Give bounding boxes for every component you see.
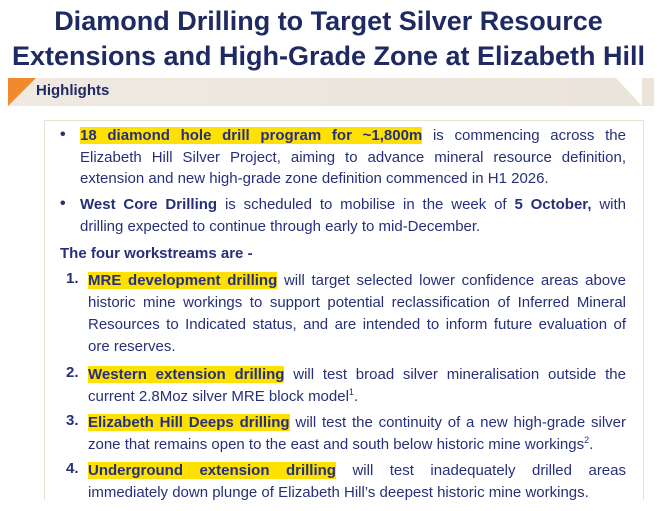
workstream-3-highlight: Elizabeth Hill Deeps drilling bbox=[88, 414, 290, 431]
banner-slant-end bbox=[616, 78, 642, 106]
workstream-1-line-3: Resources to Indicated status, and are intended to inform future evaluation of bbox=[88, 316, 626, 333]
workstream-1-line-4: ore reserves. bbox=[88, 338, 176, 355]
bullet-dot: • bbox=[60, 195, 66, 212]
workstream-4-line-2: immediately down plunge of Elizabeth Hill’s deepest historic mine workings. bbox=[88, 484, 589, 501]
workstream-1-line-2: historic mine workings to support potential reclassification of Inferred Mineral bbox=[88, 294, 626, 311]
workstream-number: 1. bbox=[66, 270, 79, 287]
workstream-1-line-1: MRE development drilling will target selected lower confidence areas above bbox=[88, 272, 626, 289]
workstream-4-line-1: Underground extension drilling will test inadequately drilled areas bbox=[88, 462, 626, 479]
workstream-2-line-1: Western extension drilling will test broad silver mineralisation outside the bbox=[88, 366, 626, 383]
workstream-number: 4. bbox=[66, 460, 79, 477]
bullet-1-line-2: Elizabeth Hill Silver Project, aiming to advance mineral resource definition, bbox=[80, 149, 626, 166]
workstream-2-line-2: current 2.8Moz silver MRE block model$^1$. bbox=[88, 387, 359, 405]
footnote-ref: 1 bbox=[348, 387, 354, 397]
workstream-3-line-2: zone that remains open to the east and south below historic mine workings$^2$. bbox=[88, 435, 594, 453]
bullet-1-highlight: 18 diamond hole drill program for ~1,800m bbox=[80, 127, 423, 144]
workstream-1-highlight: MRE development drilling bbox=[88, 272, 278, 289]
highlights-heading: Highlights bbox=[36, 82, 110, 99]
footnote-ref: 2 bbox=[584, 435, 590, 445]
bullet-2-line-2: drilling expected to continue through early to mid-December. bbox=[80, 218, 481, 235]
workstream-2-highlight: Western extension drilling bbox=[88, 366, 285, 383]
workstream-number: 3. bbox=[66, 412, 79, 429]
bullet-2-line-1: West Core Drilling is scheduled to mobilise in the week of 5 October, with bbox=[80, 196, 627, 213]
bullet-1-line-1: 18 diamond hole drill program for ~1,800m is commencing across the bbox=[80, 127, 626, 144]
workstream-number: 2. bbox=[66, 364, 79, 381]
workstream-3-line-1: Elizabeth Hill Deeps drilling will test the continuity of a new high-grade silver bbox=[88, 414, 626, 431]
workstreams-intro: The four workstreams are - bbox=[60, 245, 253, 262]
bullet-1-line-3: extension and new high-grade zone definition commenced in H1 2026. bbox=[80, 170, 549, 187]
page-title-line-2: Extensions and High-Grade Zone at Elizabeth Hill bbox=[11, 41, 646, 71]
workstream-4-highlight: Underground extension drilling bbox=[88, 462, 336, 479]
orange-corner-marker bbox=[8, 78, 36, 106]
bullet-dot: • bbox=[60, 126, 66, 143]
page-title-line-1: Diamond Drilling to Target Silver Resource bbox=[54, 6, 603, 36]
